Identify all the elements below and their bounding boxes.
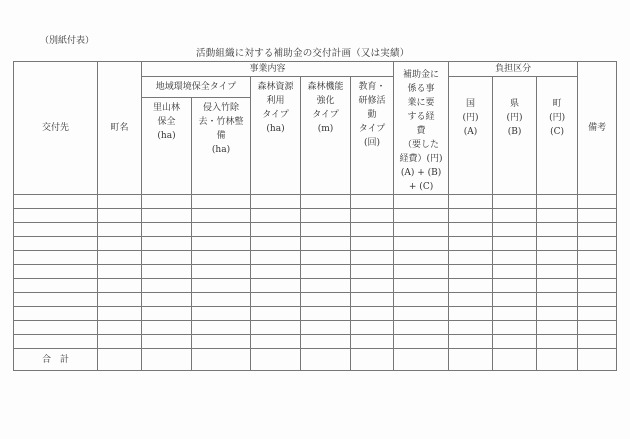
- table-cell[interactable]: [192, 223, 251, 237]
- header-town: 町 (円) (C): [537, 77, 578, 195]
- table-cell[interactable]: [394, 265, 449, 279]
- table-row: [14, 321, 617, 335]
- table-cell[interactable]: [493, 209, 537, 223]
- table-cell[interactable]: [301, 293, 351, 307]
- table-cell[interactable]: [394, 251, 449, 265]
- table-cell[interactable]: [251, 307, 301, 321]
- total-cell[interactable]: [351, 349, 394, 371]
- total-cell[interactable]: [537, 349, 578, 371]
- attachment-note: （別紙付表）: [40, 36, 95, 46]
- table-cell[interactable]: [578, 195, 617, 209]
- table-cell[interactable]: [449, 335, 493, 349]
- table-cell[interactable]: [493, 293, 537, 307]
- total-cell[interactable]: [301, 349, 351, 371]
- table-cell[interactable]: [301, 279, 351, 293]
- table-cell[interactable]: [351, 265, 394, 279]
- table-cell[interactable]: [301, 209, 351, 223]
- table-cell[interactable]: [493, 223, 537, 237]
- table-cell[interactable]: [351, 195, 394, 209]
- total-cell[interactable]: [192, 349, 251, 371]
- header-remarks: 備考: [578, 62, 617, 195]
- table-cell[interactable]: [14, 265, 98, 279]
- table-cell[interactable]: [192, 335, 251, 349]
- total-cell[interactable]: [449, 349, 493, 371]
- table-cell[interactable]: [14, 307, 98, 321]
- table-cell[interactable]: [251, 209, 301, 223]
- table-cell[interactable]: [537, 293, 578, 307]
- table-cell[interactable]: [394, 279, 449, 293]
- table-row: [14, 237, 617, 251]
- table-cell[interactable]: [301, 307, 351, 321]
- table-cell[interactable]: [351, 237, 394, 251]
- header-regional-env: 地域環境保全タイプ: [142, 77, 251, 98]
- header-business-content: 事業内容: [142, 62, 394, 77]
- table-cell[interactable]: [537, 251, 578, 265]
- table-cell[interactable]: [449, 237, 493, 251]
- table-cell[interactable]: [537, 237, 578, 251]
- total-cell[interactable]: [251, 349, 301, 371]
- table-cell[interactable]: [14, 335, 98, 349]
- header-burden: 負担区分: [449, 62, 578, 77]
- table-cell[interactable]: [192, 195, 251, 209]
- table-cell[interactable]: [578, 209, 617, 223]
- table-cell[interactable]: [192, 279, 251, 293]
- table-cell[interactable]: [14, 279, 98, 293]
- table-cell[interactable]: [192, 209, 251, 223]
- table-cell[interactable]: [493, 237, 537, 251]
- table-cell[interactable]: [578, 223, 617, 237]
- table-cell[interactable]: [251, 237, 301, 251]
- table-cell[interactable]: [394, 195, 449, 209]
- table-cell[interactable]: [142, 251, 192, 265]
- table-cell[interactable]: [394, 237, 449, 251]
- table-cell[interactable]: [578, 251, 617, 265]
- table-cell[interactable]: [192, 251, 251, 265]
- table-cell[interactable]: [449, 321, 493, 335]
- table-body: [14, 195, 617, 349]
- table-cell[interactable]: [142, 279, 192, 293]
- table-cell[interactable]: [14, 209, 98, 223]
- table-cell[interactable]: [449, 223, 493, 237]
- table-cell[interactable]: [251, 321, 301, 335]
- table-cell[interactable]: [493, 265, 537, 279]
- total-cell[interactable]: [394, 349, 449, 371]
- table-cell[interactable]: [98, 265, 142, 279]
- table-row: [14, 195, 617, 209]
- table-row: [14, 223, 617, 237]
- table-cell[interactable]: [251, 265, 301, 279]
- table-cell[interactable]: [98, 307, 142, 321]
- table-cell[interactable]: [142, 209, 192, 223]
- table-cell[interactable]: [251, 293, 301, 307]
- table-cell[interactable]: [537, 321, 578, 335]
- table-cell[interactable]: [14, 223, 98, 237]
- table-cell[interactable]: [192, 307, 251, 321]
- table-cell[interactable]: [14, 251, 98, 265]
- subsidy-plan-table: [13, 61, 617, 371]
- total-row: [14, 349, 617, 371]
- table-cell[interactable]: [192, 321, 251, 335]
- total-cell[interactable]: [142, 349, 192, 371]
- header-prefecture: 県 (円) (B): [493, 77, 537, 195]
- table-row: [14, 251, 617, 265]
- header-recipient: 交付先: [14, 62, 98, 195]
- table-cell[interactable]: [394, 293, 449, 307]
- table-row: [14, 279, 617, 293]
- table-cell[interactable]: [251, 251, 301, 265]
- table-cell[interactable]: [394, 223, 449, 237]
- table-cell[interactable]: [537, 195, 578, 209]
- table-cell[interactable]: [142, 307, 192, 321]
- table-cell[interactable]: [192, 237, 251, 251]
- table-cell[interactable]: [449, 307, 493, 321]
- table-cell[interactable]: [301, 335, 351, 349]
- total-label: 合 計: [14, 349, 98, 371]
- table-cell[interactable]: [251, 279, 301, 293]
- table-cell[interactable]: [578, 293, 617, 307]
- table-cell[interactable]: [578, 265, 617, 279]
- header-education: 教育・ 研修活 動 タイプ (回): [351, 77, 394, 195]
- table-cell[interactable]: [192, 293, 251, 307]
- header-forest-function: 森林機能 強化 タイプ (m): [301, 77, 351, 195]
- table-cell[interactable]: [537, 279, 578, 293]
- table-cell[interactable]: [142, 223, 192, 237]
- table-cell[interactable]: [578, 321, 617, 335]
- table-cell[interactable]: [351, 209, 394, 223]
- header-subsidy-cost: 補助金に 係る事 業に要 する経 費 （要した 経費）(円) (A) + (B) + (C): [394, 62, 449, 195]
- table-cell[interactable]: [578, 279, 617, 293]
- total-cell[interactable]: [578, 349, 617, 371]
- table-cell[interactable]: [251, 335, 301, 349]
- table-cell[interactable]: [537, 265, 578, 279]
- table-row: [14, 307, 617, 321]
- table-row: [14, 209, 617, 223]
- table-row: [14, 335, 617, 349]
- total-cell[interactable]: [493, 349, 537, 371]
- table-cell[interactable]: [493, 335, 537, 349]
- table-cell[interactable]: [394, 335, 449, 349]
- table-cell[interactable]: [14, 195, 98, 209]
- table-cell[interactable]: [449, 279, 493, 293]
- table-cell[interactable]: [98, 279, 142, 293]
- table-cell[interactable]: [394, 307, 449, 321]
- table-cell[interactable]: [98, 251, 142, 265]
- table-cell[interactable]: [14, 293, 98, 307]
- table-cell[interactable]: [142, 237, 192, 251]
- table-cell[interactable]: [301, 237, 351, 251]
- header-bamboo: 侵入竹除 去・竹林整 備 (ha): [192, 98, 251, 195]
- table-cell[interactable]: [251, 223, 301, 237]
- table-cell[interactable]: [493, 195, 537, 209]
- table-cell[interactable]: [301, 251, 351, 265]
- table-cell[interactable]: [251, 195, 301, 209]
- table-cell[interactable]: [493, 321, 537, 335]
- table-cell[interactable]: [98, 321, 142, 335]
- header-national: 国 (円) (A): [449, 77, 493, 195]
- table-row: [14, 293, 617, 307]
- table-cell[interactable]: [537, 307, 578, 321]
- table-cell[interactable]: [351, 279, 394, 293]
- table-cell[interactable]: [578, 307, 617, 321]
- table-cell[interactable]: [142, 321, 192, 335]
- table-cell[interactable]: [351, 335, 394, 349]
- table-cell[interactable]: [14, 321, 98, 335]
- table-cell[interactable]: [142, 335, 192, 349]
- table-cell[interactable]: [301, 195, 351, 209]
- table-cell[interactable]: [351, 293, 394, 307]
- table-cell[interactable]: [142, 293, 192, 307]
- table-cell[interactable]: [142, 195, 192, 209]
- table-cell[interactable]: [537, 335, 578, 349]
- table-cell[interactable]: [449, 265, 493, 279]
- table-cell[interactable]: [578, 335, 617, 349]
- table-cell[interactable]: [449, 195, 493, 209]
- document-title: 活動組織に対する補助金の交付計画（又は実績）: [196, 48, 410, 59]
- header-town-name: 町名: [98, 62, 142, 195]
- header-satoyama: 里山林 保全 (ha): [142, 98, 192, 195]
- table-cell[interactable]: [351, 307, 394, 321]
- table-cell[interactable]: [537, 209, 578, 223]
- table-cell[interactable]: [493, 307, 537, 321]
- table-cell[interactable]: [98, 209, 142, 223]
- header-forest-resource: 森林資源 利用 タイプ (ha): [251, 77, 301, 195]
- table-cell[interactable]: [351, 321, 394, 335]
- table-cell[interactable]: [394, 321, 449, 335]
- table-cell[interactable]: [449, 209, 493, 223]
- table-cell[interactable]: [98, 293, 142, 307]
- table-cell[interactable]: [394, 209, 449, 223]
- table-cell[interactable]: [192, 265, 251, 279]
- table-cell[interactable]: [14, 237, 98, 251]
- table-cell[interactable]: [449, 251, 493, 265]
- table-cell[interactable]: [98, 195, 142, 209]
- total-cell[interactable]: [98, 349, 142, 371]
- table-cell[interactable]: [98, 335, 142, 349]
- table-cell[interactable]: [493, 279, 537, 293]
- table-cell[interactable]: [98, 237, 142, 251]
- table-cell[interactable]: [351, 223, 394, 237]
- table-cell[interactable]: [578, 237, 617, 251]
- table-cell[interactable]: [449, 293, 493, 307]
- table-row: [14, 265, 617, 279]
- table-cell[interactable]: [98, 223, 142, 237]
- table-cell[interactable]: [301, 223, 351, 237]
- table-cell[interactable]: [493, 251, 537, 265]
- table-cell[interactable]: [142, 265, 192, 279]
- table-cell[interactable]: [351, 251, 394, 265]
- table-cell[interactable]: [537, 223, 578, 237]
- table-cell[interactable]: [301, 321, 351, 335]
- table-cell[interactable]: [301, 265, 351, 279]
